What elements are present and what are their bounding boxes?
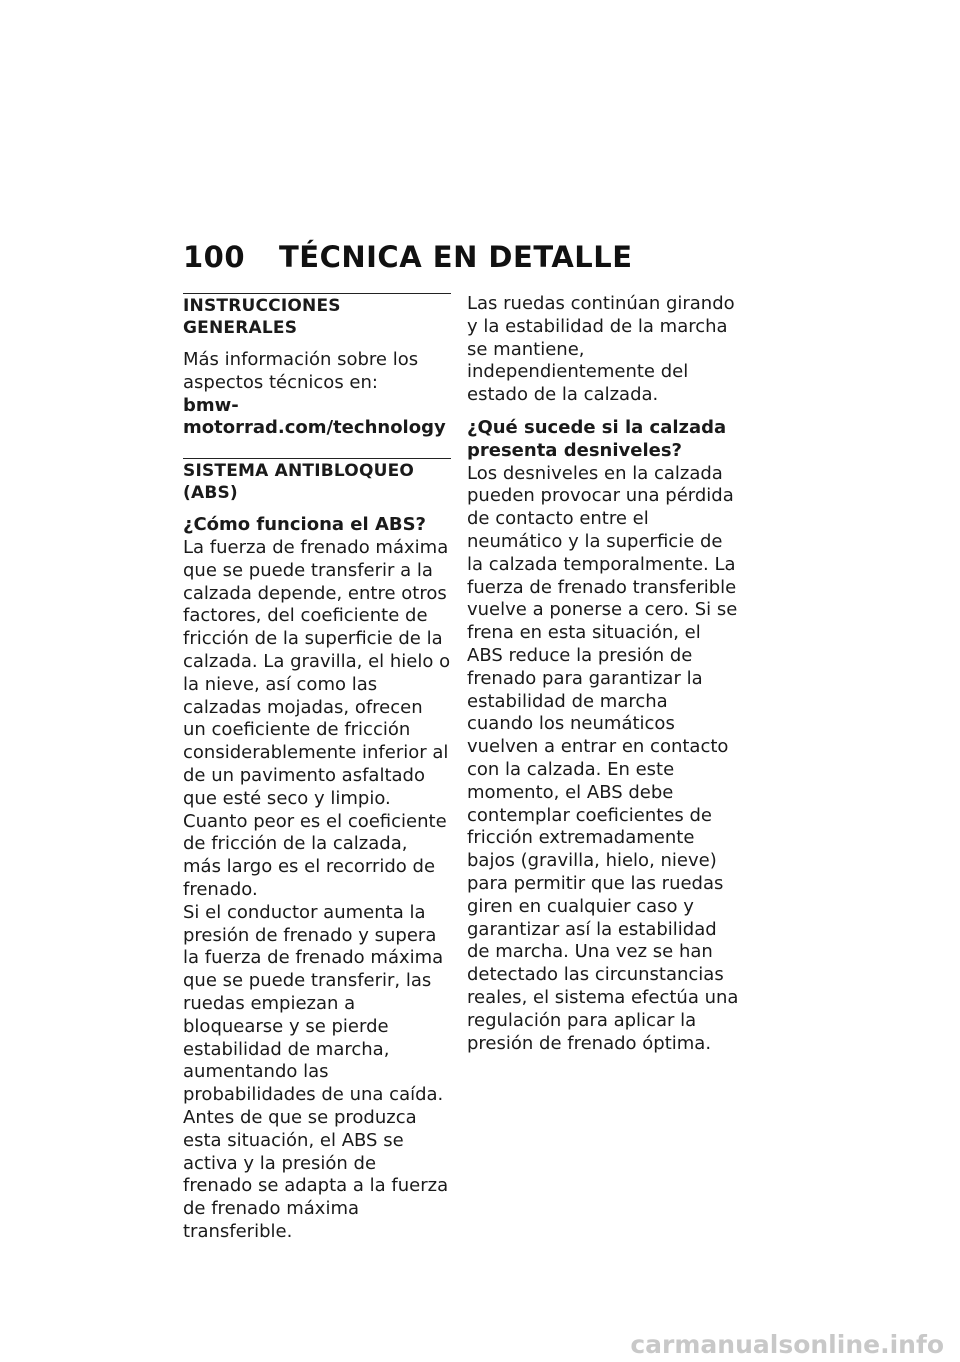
paragraph: Los desniveles en la calzada pueden provocar una pérdida de contacto entre el neumático y la superficie de la calzada temporalmente. La fuerza de frenado transferible vuelve a ponerse a cero. Si se frena en esta situación, el ABS reduce la presión de frenado para garantizar la estabilidad de marcha cuando los neumáticos vuelven a entrar en contacto con la calzada. En este momento, el ABS debe contemplar coeficientes de fricción extremadamente bajos (gravilla, hielo, nieve) para permitir que las ruedas giren en cualquier caso y garantizar así la estabilidad de marcha. Una vez se han detectado las circunstancias reales, el sistema efectúa una regulación para aplicar la presión de frenado óptima. (467, 462, 739, 1054)
question-uneven-road: ¿Qué sucede si la calzada presenta desniveles? (467, 416, 727, 461)
technology-link[interactable]: bmw-motorrad.com/technology (183, 394, 446, 439)
section-title-abs: SISTEMA ANTIBLOQUEO (ABS) (183, 461, 415, 503)
question-how-abs-works: ¿Cómo funciona el ABS? (183, 514, 426, 536)
page-header (183, 240, 633, 274)
page-number: 100 (183, 240, 246, 274)
left-column (183, 293, 451, 1244)
section-divider (183, 458, 451, 459)
paragraph: La fuerza de frenado máxima que se puede transferir a la calzada depende, entre otros factores, del coeficiente de fricción de la superficie de la calzada. La gravilla, el hielo o la nieve, así como las calzadas mojadas, ofrecen un coeficiente de fricción considerablemente inferior al de un pavimento asfaltado que esté seco y limpio. Cuanto peor es el coeficiente de fricción de la calzada, más largo es el recorrido de frenado. (183, 536, 451, 900)
page-title: TÉCNICA EN DETALLE (279, 240, 633, 274)
paragraph: Si el conductor aumenta la presión de frenado y supera la fuerza de frenado máxima que se puede transferir, las ruedas empiezan a bloquearse y se pierde estabilidad de marcha, aumentando las probabilidades de una caída. Antes de que se produzca esta situación, el ABS se activa y la presión de frenado se adapta a la fuerza de frenado máxima transferible. (183, 901, 449, 1242)
watermark: carmanualsonline.info (630, 1330, 944, 1359)
section-divider (183, 293, 451, 294)
paragraph: Las ruedas continúan girando y la estabilidad de la marcha se mantiene, independientemente del estado de la calzada. (467, 293, 735, 406)
general-info-text: Más información sobre los aspectos técnicos en: (183, 349, 419, 393)
section-title-general: INSTRUCCIONES GENERALES (183, 296, 341, 338)
right-column (467, 293, 739, 1055)
